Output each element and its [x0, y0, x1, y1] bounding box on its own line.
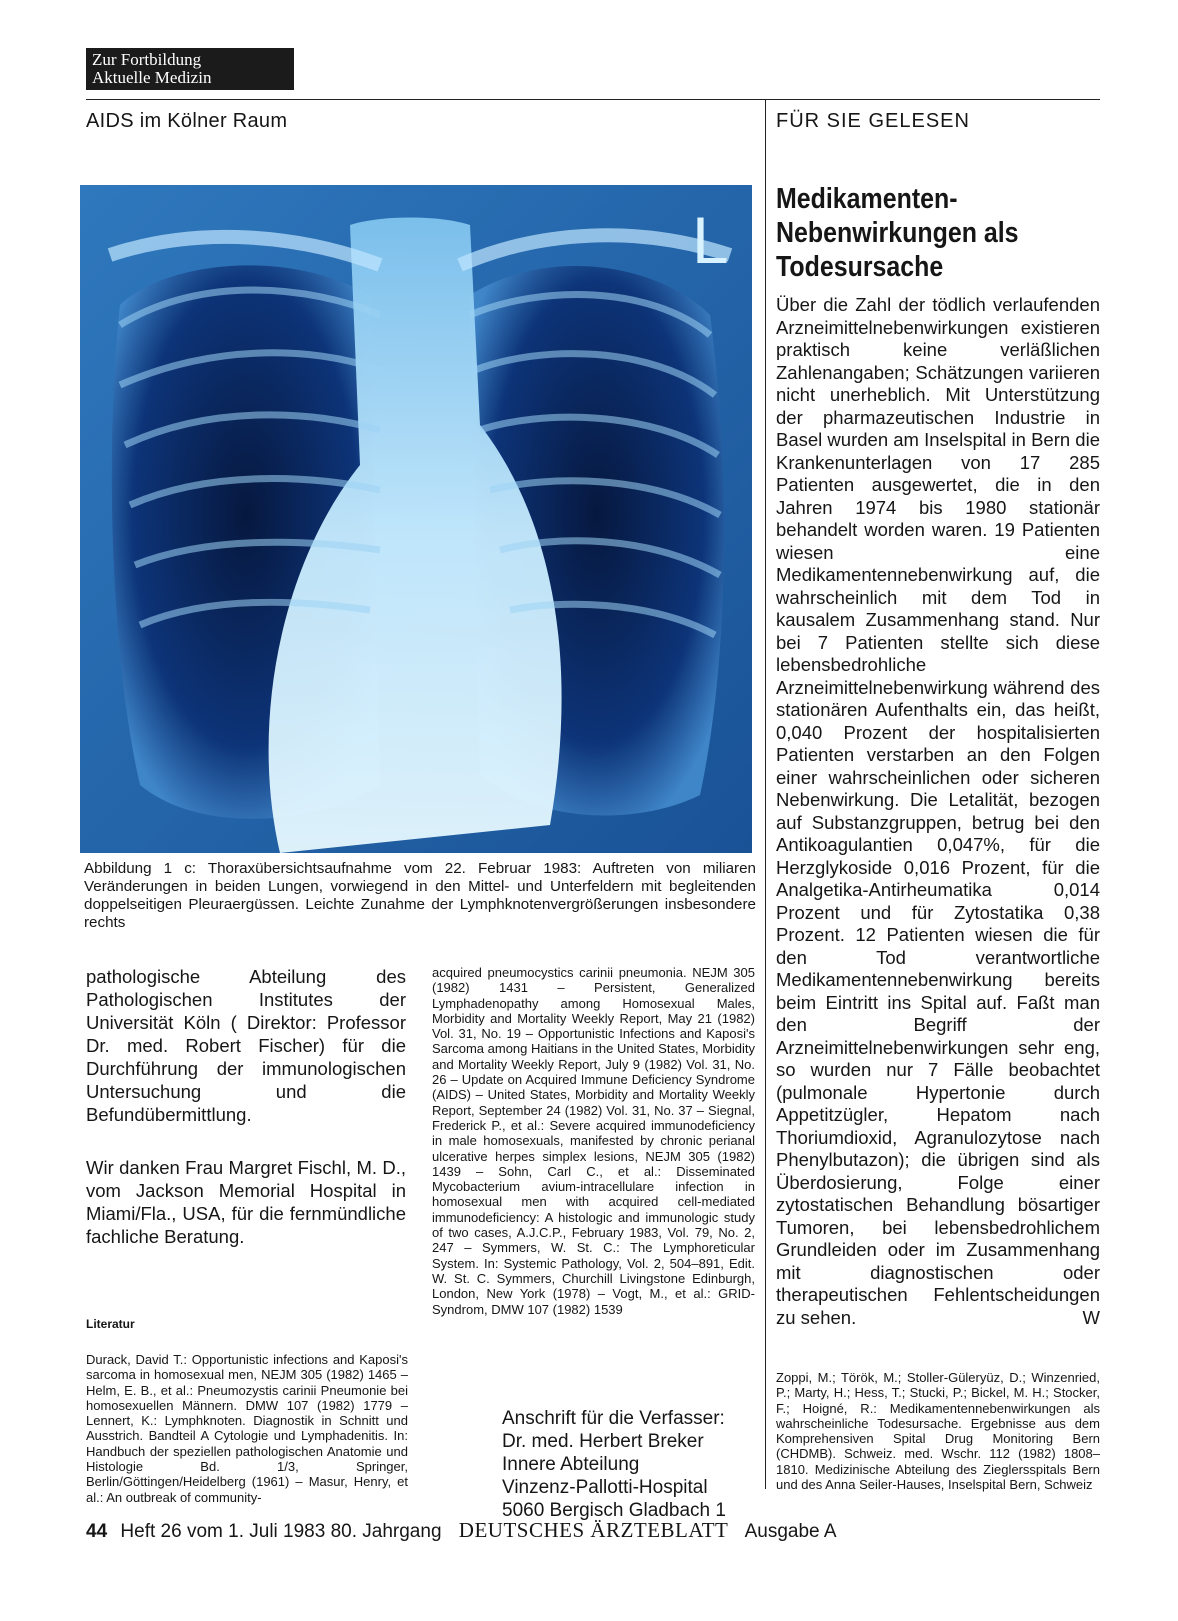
article-body: [776, 294, 1100, 1329]
page-footer: [86, 1518, 837, 1543]
left-column-body: [86, 965, 406, 1248]
article-text: Über die Zahl der tödlich verlaufenden Arzneimittelnebenwirkungen existieren praktisch keine verläßlichen Zahlenangaben; Schätzungen variieren nicht unerheblich. Mit Unterstützung der pharmazeutischen Industrie in Basel wurden am Inselspital in Bern die Krankenunterlagen von 17 285 Patienten ausgewertet, die in den Jahren 1974 bis 1980 stationär behandelt worden waren. 19 Patienten wiesen eine Medikamentennebenwirkung auf, die wahrscheinlich mit dem Tod in kausalem Zusammenhang stand. Nur bei 7 Patienten stellte sich diese lebensbedrohliche Arzneimittelnebenwirkung während des stationären Aufenthalts ein, das heißt, 0,040 Prozent der hospitalisierten Patienten verstarben an den Folgen einer wahrscheinlichen oder sicheren Nebenwirkung. Die Letalität, bezogen auf Substanzgruppen, betrug bei den Antikoagulantien 0,047%, für die Herzglykoside 0,016 Prozent, für die Analgetika-Antirheumatika 0,014 Prozent und für Zytostatika 0,38 Prozent. 12 Patienten wiesen die für den Tod verantwortliche Medikamentennebenwirkung bereits beim Eintritt ins Spital auf. Faßt man den Begriff der Arzneimittelnebenwirkungen sehr eng, so wurden nur 7 Fälle beobachtet (pulmonale Hypertonie durch Appetitzügler, Hepatom nach Thoriumdioxid, Agranulozytose nach Phenylbutazon); die übrigen sind als Überdosierung, Folge einer zytostatischen Behandlung bösartiger Tumoren, bei lebensbedrohlichem Grundleiden oder im Zusammenhang mit diagnostischen oder therapeutischen Fehlentscheidungen zu sehen.: [776, 294, 1100, 1328]
literature-heading: Literatur: [86, 1317, 135, 1331]
top-rule: [86, 99, 1100, 100]
thanks-paragraph: Wir danken Frau Margret Fischl, M. D., vom Jackson Memorial Hospital in Miami/Fla., USA, für die fernmündliche fachliche Beratung.: [86, 1157, 406, 1247]
author-signature: W: [1082, 1306, 1100, 1328]
xray-drawing: [80, 185, 752, 853]
rubric-box: [86, 48, 294, 90]
section-title-right: FÜR SIE GELESEN: [776, 110, 970, 132]
figure-caption: Abbildung 1 c: Thoraxübersichtsaufnahme vom 22. Februar 1983: Auftreten von miliaren Veränderungen in beiden Lungen, vorwiegend in den Mittel- und Unterfeldern mit begleitenden doppelseitigen Pleuraergüssen. Leichte Zunahme der Lymphknotenvergrößerungen insbesondere rechts: [84, 860, 756, 931]
issue-info: Heft 26 vom 1. Juli 1983 80. Jahrgang: [120, 1521, 442, 1542]
address-line-4: Vinzenz-Pallotti-Hospital: [502, 1477, 708, 1498]
address-line-5: 5060 Bergisch Gladbach 1: [502, 1500, 726, 1521]
article-title: [776, 182, 1060, 284]
magazine-name: DEUTSCHES ÄRZTEBLATT: [458, 1518, 729, 1542]
page-number: 44: [86, 1521, 108, 1542]
rubric-line-1: Zur Fortbildung: [92, 50, 202, 69]
article-title-line-3: Todesursache: [776, 251, 944, 283]
article-title-line-1: Medikamenten-: [776, 183, 958, 215]
article-reference: Zoppi, M.; Török, M.; Stoller-Güleryüz, D.; Winzenried, P.; Marty, H.; Hess, T.; Stucki, P.; Bickel, M. H.; Stocker, F.; Hoigné, R.: Medikamentennebenwirkungen als wahrscheinliche Todesursache. Ergebnisse aus dem Komprehensiven Spital Drug Monitoring Bern (CHDMB). Schweiz. med. Wschr. 112 (1982) 1808–1810. Medizinische Abteilung des Zieglersspitals Bern und des Anna Seiler-Hauses, Inselspital Bern, Schweiz: [776, 1370, 1100, 1493]
rubric-line-2: Aktuelle Medizin: [92, 68, 212, 87]
edition-label: Ausgabe A: [744, 1521, 837, 1542]
article-title-line-2: Nebenwirkungen als: [776, 217, 1019, 249]
literature-list-part-2: acquired pneumocystics carinii pneumonia. NEJM 305 (1982) 1431 – Persistent, Generalized Lymphadenopathy among Homosexual Males, Morbidity and Mortality Weekly Report, May 21 (1982) Vol. 31, No. 19 – Opportunistic Infections and Kaposi's Sarcoma among Haitians in the United States, Morbidity and Mortality Weekly Report, July 9 (1982) Vol. 31, No. 26 – Update on Acquired Immune Deficiency Syndrome (AIDS) – United States, Morbidity and Mortality Weekly Report, September 24 (1982) Vol. 31, No. 37 – Siegnal, Frederick P., et al.: Severe acquired immunodeficiency in male homosexuals, manifested by chronic perianal ulcerative herpes simplex lesions, NEJM 305 (1982) 1439 – Sohn, Carl C., et al.: Disseminated Mycobacterium avium-intracellulare infection in homosexual men with acquired cell-mediated immunodeficiency: A histologic and immunologic study of two cases, A.J.C.P., February 1983, Vol. 79, No. 2, 247 – Symmers, W. St. C.: The Lymphoreticular System. In: Systemic Pathology, Vol. 2, 504–891, Edit. W. St. C. Symmers, Churchill Livingstone Edinburgh, London, New York (1978) – Vogt, M., et al.: GRID-Syndrom, DMW 107 (1982) 1539: [432, 965, 755, 1317]
column-divider: [765, 99, 766, 1489]
address-line-1: Anschrift für die Verfasser:: [502, 1408, 725, 1429]
address-line-2: Dr. med. Herbert Breker: [502, 1431, 704, 1452]
acknowledgement-paragraph: pathologische Abteilung des Pathologischen Institutes der Universität Köln ( Direktor: Professor Dr. med. Robert Fischer) für die Durchführung der immunologischen Untersuchung und die Befundübermittlung.: [86, 966, 406, 1125]
side-marker-label: L: [692, 203, 729, 277]
section-title-left: AIDS im Kölner Raum: [86, 110, 288, 132]
chest-xray-image: [80, 185, 752, 853]
address-line-3: Innere Abteilung: [502, 1454, 640, 1475]
literature-list-part-1: Durack, David T.: Opportunistic infections and Kaposi's sarcoma in homosexual men, NEJM 305 (1982) 1465 – Helm, E. B., et al.: Pneumozystis carinii Pneumonie bei homosexuellen Männern. DMW 107 (1982) 1779 – Lennert, K.: Lymphknoten. Diagnostik in Schnitt und Ausstrich. Bandteil A Cytologie und Lymphadenitis. In: Handbuch der speziellen pathologischen Anatomie und Histologie Bd. 1/3, Springer, Berlin/Göttingen/Heidelberg (1961) – Masur, Henry, et al.: An outbreak of community-: [86, 1352, 408, 1505]
author-address: [502, 1407, 762, 1522]
